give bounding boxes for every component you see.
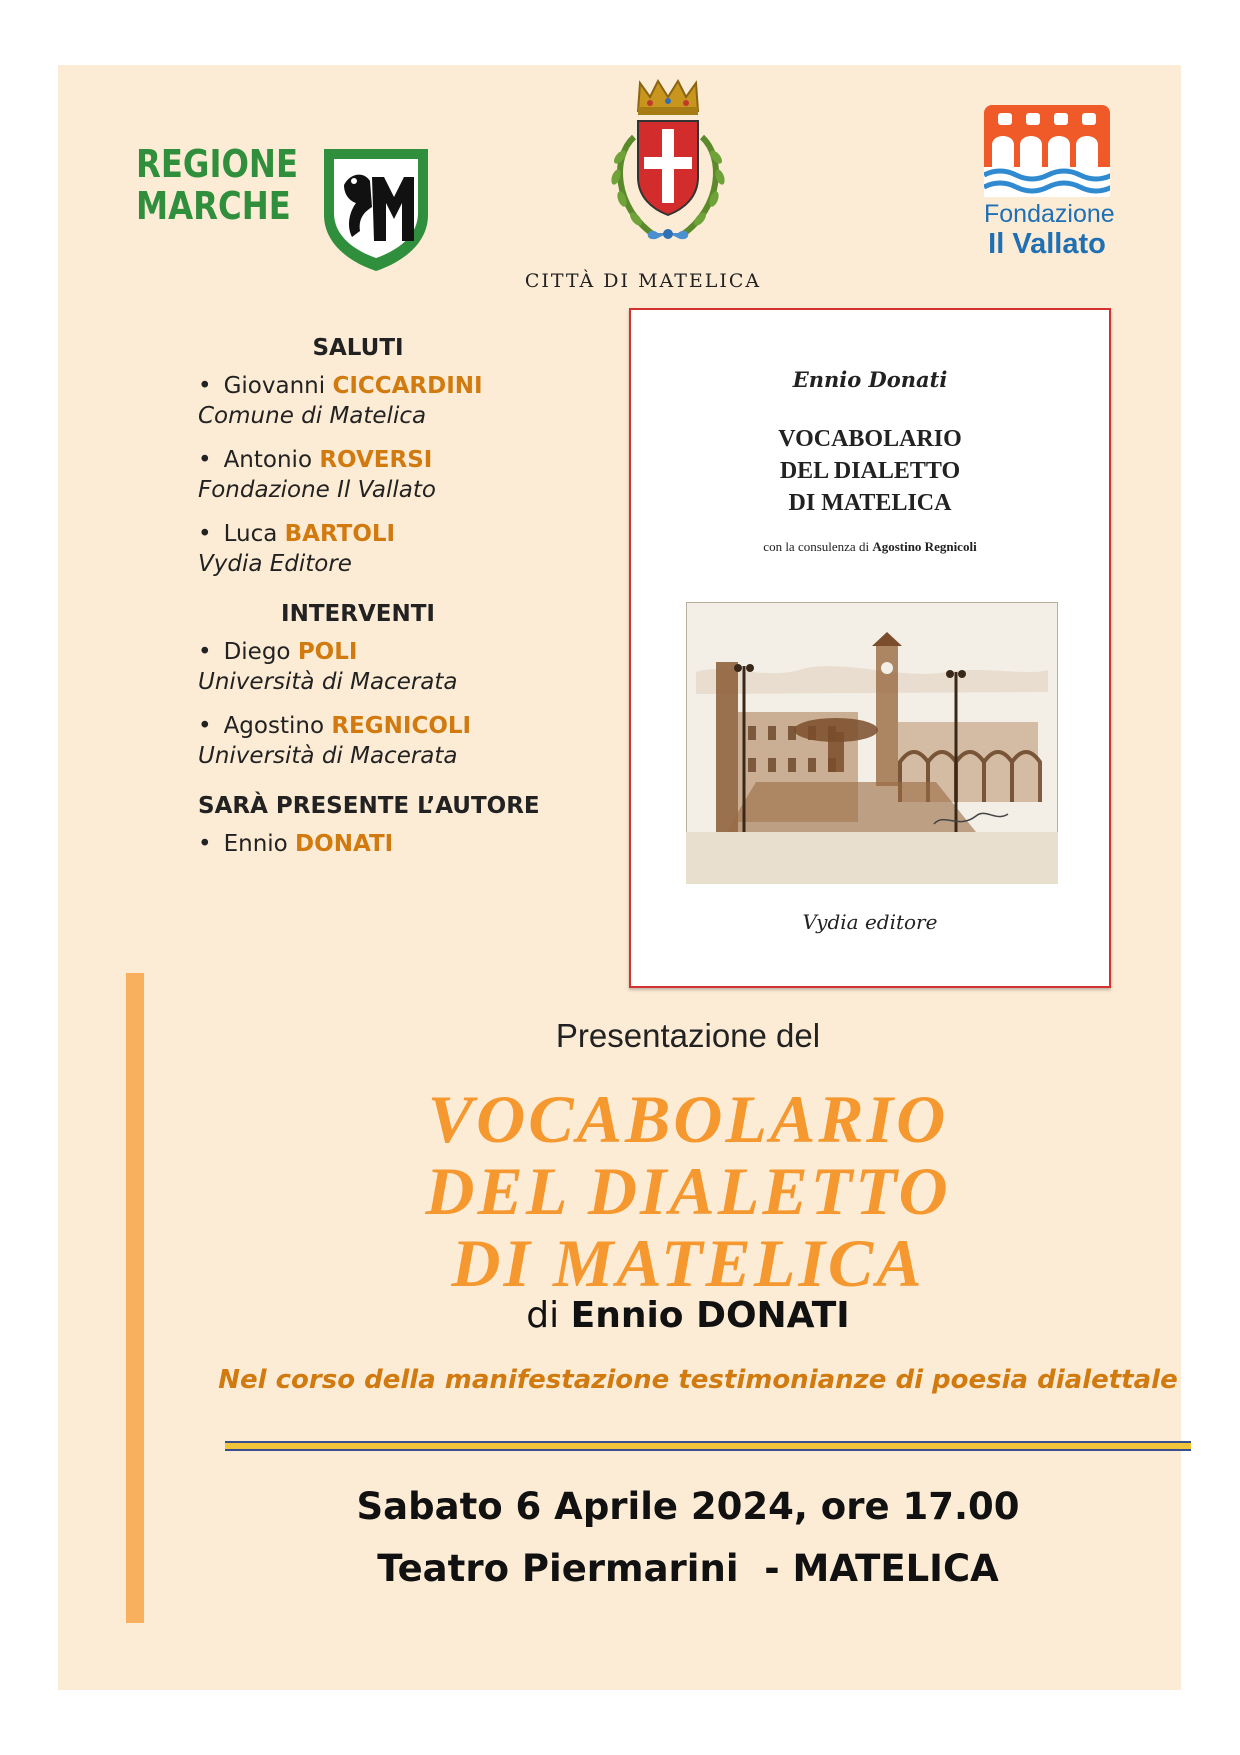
surname: REGNICOLI [331,713,472,739]
byline-prefix: di [526,1295,560,1336]
divider [225,1441,1191,1451]
fondazione-il-vallato-logo-icon [984,105,1110,197]
interventi-heading: INTERVENTI [281,601,435,627]
il-vallato-label: Il Vallato [988,228,1106,260]
surname: CICCARDINI [332,373,483,399]
cover-author: Ennio Donati [792,367,948,392]
author-byline [198,1295,1178,1336]
presentation-intro: Presentazione del [555,1017,821,1054]
autore-heading: SARÀ PRESENTE L’AUTORE [198,793,540,819]
first-name: Giovanni [223,373,326,399]
event-venue: Teatro Piermarini - MATELICA [377,1547,999,1590]
list-item: • Agostino REGNICOLI Università di Macerata [198,711,638,771]
list-item: • Luca BARTOLI Vydia Editore [198,519,638,579]
affiliation: Comune di Matelica [198,403,427,429]
cover-title-line-1: VOCABOLARIO [778,426,962,452]
accent-bar [126,973,144,1623]
marche-line: MARCHE [136,184,291,228]
affiliation: Università di Macerata [198,669,458,695]
poster [58,65,1181,1690]
list-item: • Diego POLI Università di Macerata [198,637,638,697]
consulenza-prefix: con la consulenza di [763,539,870,554]
affiliation: Università di Macerata [198,743,458,769]
cover-sepia-drawing-image [686,602,1058,884]
regione-marche-shield-icon [320,145,432,275]
surname: ROVERSI [319,447,433,473]
list-item: • Ennio DONATI [198,831,394,857]
fondazione-label: Fondazione [984,200,1115,228]
surname: POLI [297,639,358,665]
event-date-time: Sabato 6 Aprile 2024, ore 17.00 [356,1485,1020,1528]
first-name: Luca [223,521,278,547]
list-item: • Antonio ROVERSI Fondazione Il Vallato [198,445,638,505]
book-cover [629,308,1111,988]
list-item: • Giovanni CICCARDINI Comune di Matelica [198,371,638,431]
byline-name: Ennio DONATI [570,1295,850,1336]
regione-marche-logo-text [136,142,299,228]
event-note: Nel corso della manifestazione testimonianze di poesia dialettale [218,1365,1178,1395]
cover-title-line-2: DEL DIALETTO [779,458,961,484]
surname: BARTOLI [284,521,396,547]
first-name: Diego [223,639,291,665]
title-line-3: DI MATELICA [451,1225,925,1301]
title-line-1: VOCABOLARIO [427,1081,949,1157]
surname: DONATI [295,831,394,857]
citta-di-matelica-crest-icon [598,77,738,267]
affiliation: Vydia Editore [198,551,352,577]
cover-publisher: Vydia editore [802,910,938,934]
citta-di-matelica-label: CITTÀ DI MATELICA [524,270,762,292]
saluti-heading: SALUTI [312,335,404,361]
title-line-2: DEL DIALETTO [425,1153,951,1229]
regione-line: REGIONE [136,142,299,186]
cover-title-line-3: DI MATELICA [788,490,952,516]
cover-consulenza [631,539,1109,555]
first-name: Antonio [223,447,313,473]
affiliation: Fondazione Il Vallato [198,477,436,503]
first-name: Ennio [223,831,288,857]
consulenza-name: Agostino Regnicoli [872,539,977,554]
first-name: Agostino [223,713,325,739]
program-list [198,335,638,873]
